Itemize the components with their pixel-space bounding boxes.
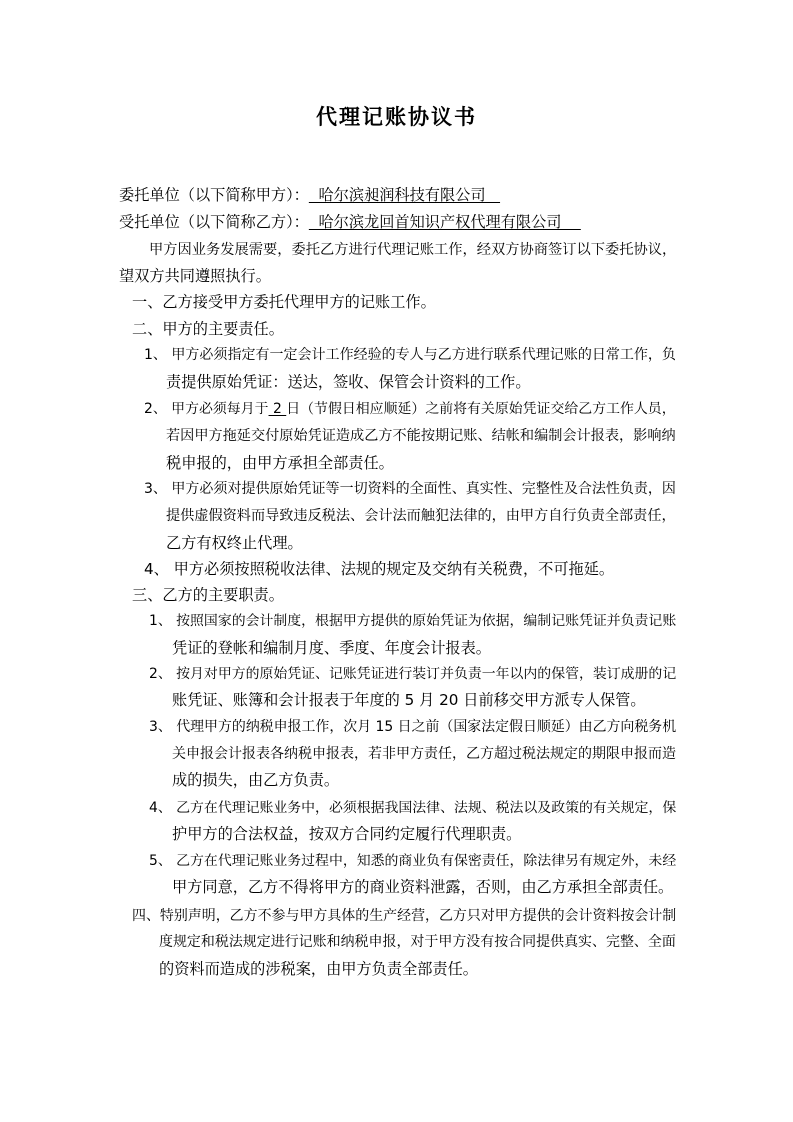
party-a-item-1-line-2: 责提供原始凭证：送达，签收、保管会计资料的工作。 xyxy=(166,373,531,391)
party-b-line xyxy=(119,212,581,232)
party-a-item-2-suffix: 日（节假日相应顺延）之前将有关原始凭证交给乙方工作人员， xyxy=(286,401,676,417)
party-b-item-3-line-1: 3、 代理甲方的纳税申报工作，次月 15 日之前（国家法定假日顺延）由乙方向税务机 xyxy=(149,719,677,735)
section-3-heading: 三、乙方的主要职责。 xyxy=(132,586,284,604)
section-1-heading: 一、乙方接受甲方委托代理甲方的记账工作。 xyxy=(132,293,436,311)
party-b-item-5-line-1: 5、 乙方在代理记账业务过程中，知悉的商业负有保密责任，除法律另有规定外，未经 xyxy=(149,853,677,869)
party-a-item-3-line-3: 乙方有权终止代理。 xyxy=(166,534,303,552)
party-a-name: 哈尔滨昶润科技有限公司 xyxy=(308,186,501,204)
party-a-item-1-line-1: 1、 甲方必须指定有一定会计工作经验的专人与乙方进行联系代理记账的日常工作，负 xyxy=(144,347,676,363)
party-b-item-2-line-2: 账凭证、账簿和会计报表于年度的 5 月 20 日前移交甲方派专人保管。 xyxy=(172,691,646,709)
party-a-item-2-day: 2 xyxy=(268,401,287,417)
party-a-item-3-line-1: 3、 甲方必须对提供原始凭证等一切资料的全面性、真实性、完整性及合法性负责，因 xyxy=(144,481,676,497)
party-b-item-3-line-2: 关申报会计报表各纳税申报表，若非甲方责任，乙方超过税法规定的期限申报而造 xyxy=(172,746,676,762)
party-b-item-3-line-3: 成的损失，由乙方负责。 xyxy=(172,771,340,789)
section-4-line-2: 度规定和税法规定进行记账和纳税申报，对于甲方没有按合同提供真实、完整、全面 xyxy=(159,934,676,950)
party-a-item-2-line-1 xyxy=(144,399,676,419)
party-b-item-4-line-1: 4、 乙方在代理记账业务中，必须根据我国法律、法规、税法以及政策的有关规定，保 xyxy=(149,800,677,816)
intro-line-2: 望双方共同遵照执行。 xyxy=(119,267,271,285)
party-b-item-1-line-1: 1、 按照国家的会计制度，根据甲方提供的原始凭证为依据，编制记账凭证并负责记账 xyxy=(149,613,677,629)
intro-line-1: 甲方因业务发展需要，委托乙方进行代理记账工作，经双方协商签订以下委托协议， xyxy=(149,242,677,258)
party-a-item-3-line-2: 提供虚假资料而导致违反税法、会计法而触犯法律的，由甲方自行负责全部责任， xyxy=(166,508,676,524)
section-4-line-3: 的资料而造成的涉税案，由甲方负责全部责任。 xyxy=(159,960,478,978)
section-2-heading: 二、甲方的主要责任。 xyxy=(132,320,284,338)
party-b-name: 哈尔滨龙回首知识产权代理有限公司 xyxy=(308,213,581,231)
party-a-line xyxy=(119,185,500,205)
party-b-item-1-line-2: 凭证的登帐和编制月度、季度、年度会计报表。 xyxy=(172,639,491,657)
party-a-item-2-line-2: 若因甲方拖延交付原始凭证造成乙方不能按期记账、结帐和编制会计报表，影响纳 xyxy=(166,428,676,444)
document-title: 代理记账协议书 xyxy=(316,104,477,129)
party-a-label: 委托单位（以下简称甲方）： xyxy=(119,186,309,204)
party-b-item-2-line-1: 2、 按月对甲方的原始凭证、记账凭证进行装订并负责一年以内的保管，装订成册的记 xyxy=(149,666,677,682)
party-a-item-2-prefix: 2、 甲方必须每月于 xyxy=(144,401,269,417)
party-a-item-4-line-1: 4、 甲方必须按照税收法律、法规的规定及交纳有关税费，不可拖延。 xyxy=(144,560,615,578)
section-4-line-1: 四、特别声明，乙方不参与甲方具体的生产经营，乙方只对甲方提供的会计资料按会计制 xyxy=(132,908,677,924)
party-b-item-5-line-2: 甲方同意，乙方不得将甲方的商业资料泄露，否则，由乙方承担全部责任。 xyxy=(172,878,674,896)
party-a-item-2-line-3: 税申报的，由甲方承担全部责任。 xyxy=(166,454,394,472)
party-b-item-4-line-2: 护甲方的合法权益，按双方合同约定履行代理职责。 xyxy=(172,825,522,843)
party-b-label: 受托单位（以下简称乙方）： xyxy=(119,213,309,231)
